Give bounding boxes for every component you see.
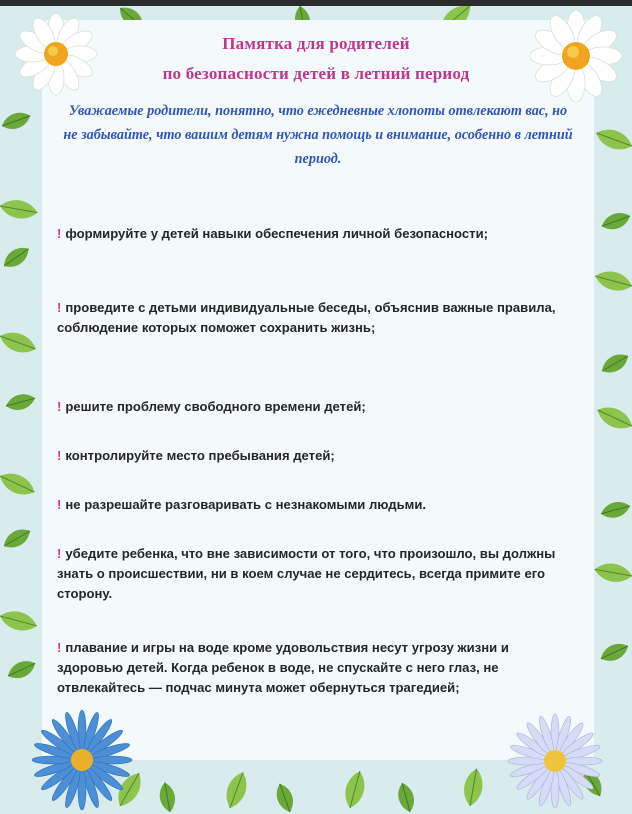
bullet-mark: ! [57, 300, 62, 315]
list-item [57, 397, 577, 417]
daisy-flower-icon [528, 8, 624, 104]
list-item-text: контролируйте место пребывания детей; [65, 448, 335, 463]
list-item [57, 446, 577, 466]
list-item [57, 638, 577, 698]
memo-subtitle: по безопасности детей в летний период [162, 64, 470, 83]
list-item [57, 298, 577, 338]
list-item [57, 495, 577, 515]
list-item-text: проведите с детьми индивидуальные беседы, объяснив важные правила, соблюдение которых поможет сохранить жизнь; [57, 300, 556, 335]
bullet-mark: ! [57, 448, 62, 463]
bullet-mark: ! [57, 497, 62, 512]
blue-aster-flower-icon [506, 712, 604, 810]
list-item-text: убедите ребенка, что вне зависимости от того, что произошло, вы должны знать о происшествии, ни в коем случае не сердитесь, всегда примите его сторону. [57, 546, 556, 601]
list-item-text: решите проблему свободного времени детей; [65, 399, 366, 414]
bullet-mark: ! [57, 546, 62, 561]
list-item-text: формируйте у детей навыки обеспечения личной безопасности; [65, 226, 488, 241]
bullet-mark: ! [57, 226, 62, 241]
memo-title: Памятка для родителей [222, 34, 410, 53]
list-item [57, 544, 577, 604]
blue-aster-flower-icon [30, 708, 134, 812]
safety-memo-poster [0, 6, 632, 814]
bullet-mark: ! [57, 399, 62, 414]
bullet-mark: ! [57, 640, 62, 655]
list-item-text: не разрешайте разговаривать с незнакомыми людьми. [65, 497, 427, 512]
intro-text: Уважаемые родители, понятно, что ежедневные хлопоты отвлекают вас, но не забывайте, что вашим детям нужна помощь и внимание, особенно в летний период. [63, 103, 573, 167]
list-item-text: плавание и игры на воде кроме удовольствия несут угрозу жизни и здоровью детей. Когда ребенок в воде, не спускайте с него глаз, не отвлекайтесь — подчас минута может обернуться трагедией; [57, 640, 509, 695]
list-item [57, 224, 577, 244]
